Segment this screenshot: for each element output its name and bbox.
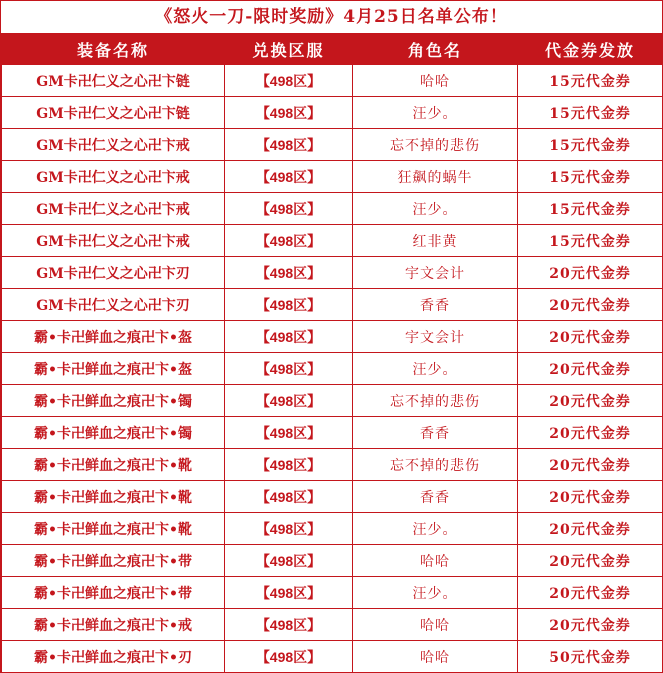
header-server: 兑换区服	[225, 35, 353, 65]
equipment-name: GM卡卍仁义之心卍卞戒	[2, 161, 225, 193]
server-name: 【498区】	[225, 481, 353, 513]
voucher-amount: 20元代金券	[518, 353, 663, 385]
voucher-amount: 15元代金券	[518, 161, 663, 193]
server-name: 【498区】	[225, 97, 353, 129]
voucher-amount: 15元代金券	[518, 193, 663, 225]
table-row	[2, 289, 663, 321]
winners-table	[1, 34, 663, 673]
server-name: 【498区】	[225, 65, 353, 97]
server-name: 【498区】	[225, 321, 353, 353]
equipment-name: GM卡卍仁义之心卍卞戒	[2, 129, 225, 161]
server-name: 【498区】	[225, 161, 353, 193]
voucher-amount: 20元代金券	[518, 513, 663, 545]
role-name: 汪少。	[353, 353, 518, 385]
server-name: 【498区】	[225, 513, 353, 545]
voucher-amount: 20元代金券	[518, 481, 663, 513]
role-name: 忘不掉的悲伤	[353, 449, 518, 481]
equipment-name: 霸•卡卍鲜血之痕卍卞•戒	[2, 609, 225, 641]
table-row	[2, 609, 663, 641]
equipment-name: 霸•卡卍鲜血之痕卍卞•带	[2, 577, 225, 609]
equipment-name: 霸•卡卍鲜血之痕卍卞•镯	[2, 385, 225, 417]
table-row	[2, 481, 663, 513]
equipment-name: GM卡卍仁义之心卍卞刃	[2, 289, 225, 321]
page-title: 《怒火一刀-限时奖励》4月25日名单公布！	[1, 1, 662, 34]
header-equipment-name: 装备名称	[2, 35, 225, 65]
server-name: 【498区】	[225, 129, 353, 161]
server-name: 【498区】	[225, 353, 353, 385]
table-row	[2, 225, 663, 257]
table-row	[2, 257, 663, 289]
table-row	[2, 161, 663, 193]
voucher-amount: 15元代金券	[518, 225, 663, 257]
role-name: 汪少。	[353, 97, 518, 129]
table-row	[2, 449, 663, 481]
equipment-name: 霸•卡卍鲜血之痕卍卞•靴	[2, 449, 225, 481]
role-name: 忘不掉的悲伤	[353, 385, 518, 417]
equipment-name: 霸•卡卍鲜血之痕卍卞•带	[2, 545, 225, 577]
server-name: 【498区】	[225, 545, 353, 577]
server-name: 【498区】	[225, 289, 353, 321]
server-name: 【498区】	[225, 641, 353, 673]
equipment-name: GM卡卍仁义之心卍卞戒	[2, 193, 225, 225]
header-role-name: 角色名	[353, 35, 518, 65]
table-row	[2, 417, 663, 449]
table-row	[2, 353, 663, 385]
voucher-amount: 20元代金券	[518, 321, 663, 353]
role-name: 香香	[353, 417, 518, 449]
table-row	[2, 641, 663, 673]
equipment-name: 霸•卡卍鲜血之痕卍卞•盔	[2, 353, 225, 385]
equipment-name: 霸•卡卍鲜血之痕卍卞•靴	[2, 481, 225, 513]
equipment-name: GM卡卍仁义之心卍卞链	[2, 65, 225, 97]
equipment-name: GM卡卍仁义之心卍卞戒	[2, 225, 225, 257]
role-name: 哈哈	[353, 65, 518, 97]
server-name: 【498区】	[225, 609, 353, 641]
table-row	[2, 97, 663, 129]
voucher-amount: 20元代金券	[518, 577, 663, 609]
server-name: 【498区】	[225, 193, 353, 225]
voucher-amount: 20元代金券	[518, 609, 663, 641]
voucher-amount: 20元代金券	[518, 545, 663, 577]
role-name: 宇文会计	[353, 321, 518, 353]
voucher-amount: 20元代金券	[518, 257, 663, 289]
voucher-amount: 20元代金券	[518, 449, 663, 481]
voucher-amount: 20元代金券	[518, 385, 663, 417]
role-name: 忘不掉的悲伤	[353, 129, 518, 161]
table-header	[2, 35, 663, 65]
table-row	[2, 321, 663, 353]
server-name: 【498区】	[225, 385, 353, 417]
table-row	[2, 513, 663, 545]
server-name: 【498区】	[225, 225, 353, 257]
role-name: 哈哈	[353, 609, 518, 641]
server-name: 【498区】	[225, 417, 353, 449]
table-row	[2, 545, 663, 577]
role-name: 香香	[353, 289, 518, 321]
role-name: 红非黄	[353, 225, 518, 257]
server-name: 【498区】	[225, 577, 353, 609]
server-name: 【498区】	[225, 257, 353, 289]
voucher-amount: 15元代金券	[518, 65, 663, 97]
role-name: 狂飙的蜗牛	[353, 161, 518, 193]
voucher-amount: 15元代金券	[518, 97, 663, 129]
server-name: 【498区】	[225, 449, 353, 481]
voucher-amount: 20元代金券	[518, 417, 663, 449]
equipment-name: 霸•卡卍鲜血之痕卍卞•靴	[2, 513, 225, 545]
equipment-name: 霸•卡卍鲜血之痕卍卞•刃	[2, 641, 225, 673]
equipment-name: GM卡卍仁义之心卍卞链	[2, 97, 225, 129]
role-name: 香香	[353, 481, 518, 513]
role-name: 汪少。	[353, 513, 518, 545]
voucher-amount: 15元代金券	[518, 129, 663, 161]
header-row	[2, 35, 663, 65]
table-row	[2, 65, 663, 97]
role-name: 宇文会计	[353, 257, 518, 289]
role-name: 汪少。	[353, 193, 518, 225]
role-name: 汪少。	[353, 577, 518, 609]
table-row	[2, 385, 663, 417]
role-name: 哈哈	[353, 545, 518, 577]
voucher-amount: 50元代金券	[518, 641, 663, 673]
table-row	[2, 129, 663, 161]
table-row	[2, 193, 663, 225]
equipment-name: GM卡卍仁义之心卍卞刃	[2, 257, 225, 289]
voucher-amount: 20元代金券	[518, 289, 663, 321]
header-voucher: 代金券发放	[518, 35, 663, 65]
equipment-name: 霸•卡卍鲜血之痕卍卞•盔	[2, 321, 225, 353]
role-name: 哈哈	[353, 641, 518, 673]
table-body	[2, 65, 663, 673]
table-row	[2, 577, 663, 609]
equipment-name: 霸•卡卍鲜血之痕卍卞•镯	[2, 417, 225, 449]
